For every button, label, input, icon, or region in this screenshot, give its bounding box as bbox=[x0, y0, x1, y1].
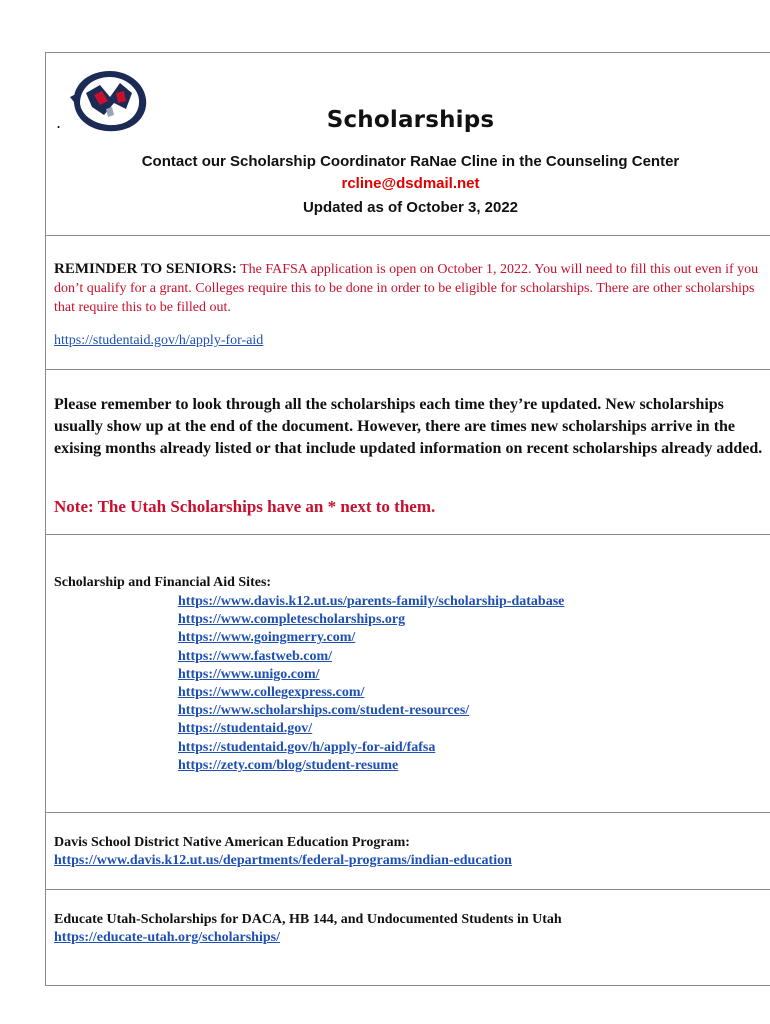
sites-list bbox=[178, 593, 564, 775]
site-link[interactable]: https://www.unigo.com/ bbox=[178, 666, 320, 682]
native-program-title: Davis School District Native American Education Program: bbox=[54, 835, 410, 850]
updated-date: Updated as of October 3, 2022 bbox=[302, 199, 519, 216]
site-link[interactable]: https://www.collegexpress.com/ bbox=[178, 685, 365, 701]
site-link[interactable]: https://www.davis.k12.ut.us/parents-family/scholarship-database bbox=[178, 594, 565, 609]
fafsa-link[interactable]: https://studentaid.gov/h/apply-for-aid bbox=[54, 333, 264, 348]
site-link[interactable]: https://www.fastweb.com/ bbox=[178, 648, 332, 664]
site-link[interactable]: https://studentaid.gov/h/apply-for-aid/fafsa bbox=[178, 739, 436, 755]
site-link[interactable]: https://www.goingmerry.com/ bbox=[178, 630, 356, 646]
utah-note: Note: The Utah Scholarships have an * next to them. bbox=[54, 497, 436, 516]
educate-utah-title: Educate Utah-Scholarships for DACA, HB 144, and Undocumented Students in Utah bbox=[54, 912, 562, 927]
site-link[interactable]: https://zety.com/blog/student-resume bbox=[178, 757, 399, 773]
site-link[interactable]: https://studentaid.gov/ bbox=[178, 721, 313, 737]
contact-line: Contact our Scholarship Coordinator RaNae Cline in the Counseling Center bbox=[141, 153, 680, 170]
sites-section bbox=[46, 535, 770, 813]
native-program-section bbox=[46, 813, 770, 890]
educate-utah-link[interactable]: https://educate-utah.org/scholarships/ bbox=[54, 930, 280, 945]
site-link[interactable]: https://www.scholarships.com/student-resources/ bbox=[178, 703, 470, 719]
site-link[interactable]: https://www.completescholarships.org bbox=[178, 612, 406, 628]
header-section bbox=[46, 53, 770, 236]
reminder-paragraph bbox=[54, 260, 765, 317]
reminder-section bbox=[46, 236, 770, 370]
sites-title: Scholarship and Financial Aid Sites: bbox=[54, 575, 272, 590]
notice-paragraph: Please remember to look through all the scholarships each time they’re updated. New scholarships usually show up at the end of the document. However, there are times new scholarships arrive in the exising months already listed or that include updated information on recent scholarships already added. bbox=[54, 396, 763, 457]
native-program-link[interactable]: https://www.davis.k12.ut.us/departments/federal-programs/indian-education bbox=[54, 853, 512, 868]
educate-utah-section bbox=[46, 890, 770, 986]
notice-section bbox=[46, 370, 770, 535]
reminder-lead: REMINDER TO SENIORS: bbox=[54, 261, 237, 277]
stray-dot: . bbox=[56, 113, 62, 132]
reminder-text: The FAFSA application is open on October 1, 2022. You will need to fill this out even if you don’t qualify for a grant. Colleges require this to be done in order to be eligible for scholarships. There are other scholarships that require this to be filled out. bbox=[54, 262, 759, 315]
document-page bbox=[45, 52, 770, 986]
contact-email[interactable]: rcline@dsdmail.net bbox=[341, 175, 480, 192]
page-title: Scholarships bbox=[326, 107, 495, 133]
